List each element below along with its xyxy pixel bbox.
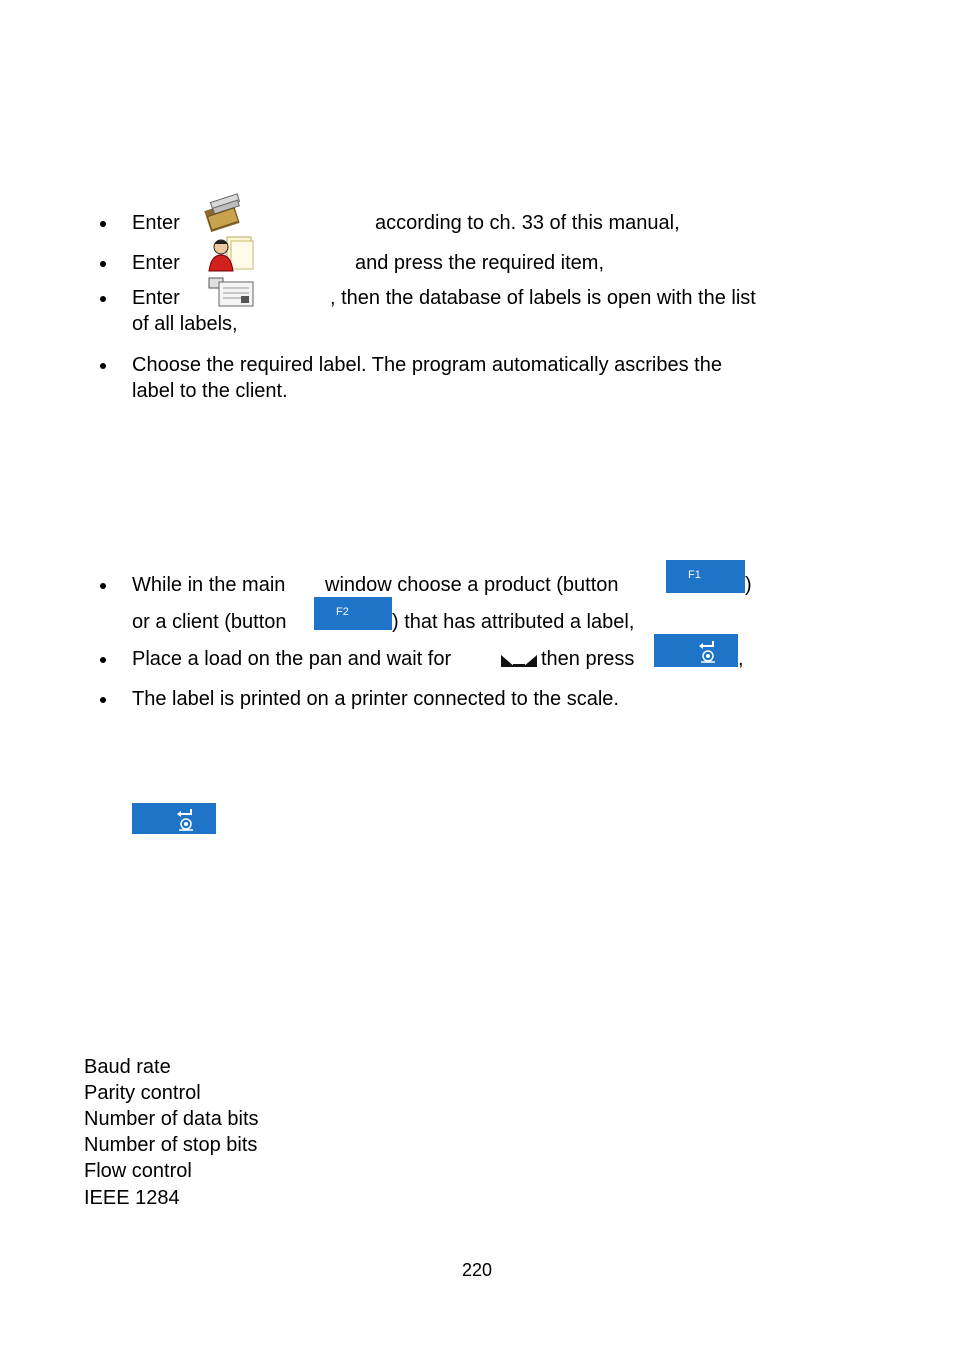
bullet bbox=[98, 687, 110, 711]
print-button[interactable] bbox=[654, 634, 738, 667]
setting-data-bits: Number of data bits bbox=[84, 1108, 259, 1130]
enter-text: Enter bbox=[132, 212, 180, 234]
bullet bbox=[98, 353, 110, 377]
f2-label: F2 bbox=[336, 606, 349, 618]
bullet bbox=[98, 286, 110, 310]
clients-icon bbox=[205, 235, 255, 273]
labels-icon bbox=[205, 276, 255, 308]
item1-text: according to ch. 33 of this manual, bbox=[375, 212, 680, 234]
setting-flow-control: Flow control bbox=[84, 1160, 192, 1182]
f2-button[interactable] bbox=[314, 597, 392, 630]
bullet bbox=[98, 211, 110, 235]
setting-baud-rate: Baud rate bbox=[84, 1056, 171, 1078]
item4-line1: Choose the required label. The program automatically ascribes the bbox=[132, 354, 722, 376]
bullet bbox=[98, 251, 110, 275]
f1-label: F1 bbox=[688, 569, 701, 581]
print-enter-icon bbox=[176, 807, 196, 831]
page-number: 220 bbox=[461, 1260, 493, 1280]
item3-text: , then the database of labels is open with the list bbox=[330, 287, 756, 309]
enter-text: Enter bbox=[132, 287, 180, 309]
item-client-text: or a client (button bbox=[132, 611, 287, 633]
item-window-text: window choose a product (button bbox=[325, 574, 619, 596]
item-attributed-text: ) that has attributed a label, bbox=[392, 611, 635, 633]
item-press-text: then press bbox=[541, 648, 635, 670]
item3-cont: of all labels, bbox=[132, 313, 238, 335]
item-printed-text: The label is printed on a printer connected to the scale. bbox=[132, 688, 619, 710]
item-load-text: Place a load on the pan and wait for bbox=[132, 648, 452, 670]
enter-text: Enter bbox=[132, 252, 180, 274]
comma: , bbox=[738, 648, 744, 670]
item4-line2: label to the client. bbox=[132, 380, 288, 402]
setting-ieee-1284: IEEE 1284 bbox=[84, 1187, 180, 1209]
stable-marker-icon bbox=[501, 655, 537, 667]
item-main-text: While in the main bbox=[132, 574, 286, 596]
bullet bbox=[98, 573, 110, 597]
bullet bbox=[98, 647, 110, 671]
setting-parity-control: Parity control bbox=[84, 1082, 201, 1104]
databases-icon bbox=[203, 192, 245, 232]
setting-stop-bits: Number of stop bits bbox=[84, 1134, 258, 1156]
print-button-standalone[interactable] bbox=[132, 803, 216, 834]
print-enter-icon bbox=[698, 639, 718, 663]
close-paren: ) bbox=[745, 574, 752, 596]
f1-button[interactable] bbox=[666, 560, 745, 593]
item2-text: and press the required item, bbox=[355, 252, 605, 274]
